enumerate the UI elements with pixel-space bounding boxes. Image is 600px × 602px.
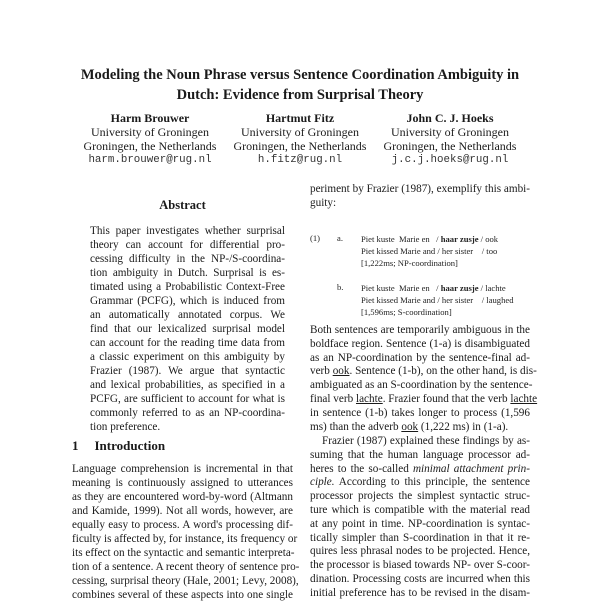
section-title: Introduction xyxy=(94,438,166,453)
underlined-word: ook xyxy=(401,420,419,433)
text-line: theory can account for differential pro- xyxy=(90,239,285,251)
text-line: its effect on the syntactic and semantic interpreta- xyxy=(72,547,295,559)
author-name: John C. J. Hoeks xyxy=(406,111,494,125)
text-line: ture which is compatible with the material read xyxy=(310,503,530,516)
abstract-body xyxy=(90,224,285,434)
text-line: guity: xyxy=(310,197,337,209)
text-line: ambiguated as an S-coordination by the sentence- xyxy=(310,379,533,392)
abstract-heading: Abstract xyxy=(159,198,206,212)
text-line: timated using a Probabilistic Context-Free xyxy=(90,281,285,293)
author-block xyxy=(70,111,230,167)
text-line: can account for the reading time data from xyxy=(90,337,285,349)
text-line: ciple. According to this principle, the sentence xyxy=(310,476,530,489)
title-line: Modeling the Noun Phrase versus Sentence Coordination Ambiguity in xyxy=(80,67,520,83)
author-location: Groningen, the Netherlands xyxy=(383,139,517,153)
text-line: commonly referred to as an NP-coordina- xyxy=(90,407,285,419)
underlined-word: ook xyxy=(332,365,350,378)
text-line: ms) than the adverb ook (1,222 ms) in (1-a). xyxy=(310,420,509,433)
text-line: Piet kissed Marie and / her sister / too xyxy=(361,246,498,256)
paper-title xyxy=(40,65,560,105)
text-line: initial preference has to be revised in the disam- xyxy=(310,586,530,599)
title-line: Dutch: Evidence from Surprisal Theory xyxy=(176,87,424,103)
text-line: suming that the human language processor ad- xyxy=(310,448,530,461)
text-line: and Kamide, 1999). Not all words, however, are xyxy=(72,505,293,517)
text-line: at any point in time. NP-coordination is syntac- xyxy=(310,517,530,530)
author-email: harm.brouwer@rug.nl xyxy=(88,154,212,166)
text-line: equally easy to process. A word's processing dif- xyxy=(72,519,293,531)
text-line: an automatically annotated corpus. We xyxy=(90,309,285,321)
text-line: This paper investigates whether surprisal xyxy=(90,225,285,237)
text-line: Frazier (1987). We argue that syntactic xyxy=(90,365,285,377)
author-location: Groningen, the Netherlands xyxy=(233,139,367,153)
text-line: Language comprehension is incremental in that xyxy=(72,463,293,475)
author-block xyxy=(370,111,530,167)
text-line: combines several of these aspects into one single xyxy=(72,589,293,601)
bold-text: haar zusje xyxy=(440,283,479,293)
text-line: cessing difficulty in the NP-/S-coordina- xyxy=(90,253,285,265)
paragraph-2 xyxy=(310,435,530,601)
text-line: Piet kissed Marie and / her sister / laughed xyxy=(361,295,514,305)
text-line: dination. Processing costs are incurred when this xyxy=(310,572,530,585)
text-line: and lexical probabilities, as specified in a xyxy=(90,379,285,391)
underlined-word: lachte xyxy=(355,392,383,405)
example-text xyxy=(361,282,514,318)
text-line: as they are encountered word-by-word (Altmann xyxy=(72,491,293,503)
text-line: [1,222ms; NP-coordination] xyxy=(361,258,458,268)
author-email: j.c.j.hoeks@rug.nl xyxy=(391,154,509,166)
text-line: verb ook. Sentence (1-b), on the other hand, is dis- xyxy=(310,365,537,378)
example-label: b. xyxy=(337,282,344,292)
author-name: Harm Brouwer xyxy=(110,111,190,125)
text-line: periment by Frazier (1987), exemplify this ambi- xyxy=(310,183,530,195)
text-line: boldface region. Sentence (1-a) is disambiguated xyxy=(310,337,530,350)
introduction-body xyxy=(72,462,300,602)
text-line: Piet kuste Marie en / haar zusje / ook xyxy=(361,234,499,244)
section-heading xyxy=(72,439,165,453)
author-location: Groningen, the Netherlands xyxy=(83,139,217,153)
example-label: a. xyxy=(337,233,343,243)
italic-text: minimal attachment prin- xyxy=(412,462,530,475)
text-line: heres to the so-called minimal attachment prin- xyxy=(310,462,530,475)
author-affiliation: University of Groningen xyxy=(391,125,509,139)
section-number: 1 xyxy=(72,438,79,453)
text-line: [1,596ms; S-coordination] xyxy=(361,307,452,317)
text-line: ficulty is affected by, for instance, its frequency or xyxy=(72,533,298,545)
text-line: Grammar (PCFG), which is induced from xyxy=(90,295,285,307)
text-line: as an NP-coordination by the sentence-final ad- xyxy=(310,351,530,364)
text-line: meaning is continuously assigned to utterances xyxy=(72,477,293,489)
text-line: find that our lexicalized surprisal model xyxy=(90,323,285,335)
text-line: tion ambiguity in Dutch. Surprisal is es- xyxy=(90,267,285,279)
author-name: Hartmut Fitz xyxy=(265,111,335,125)
text-line: processor projects the simplest syntactic struc- xyxy=(310,490,530,503)
example-number: (1) xyxy=(310,233,321,243)
bold-text: haar zusje xyxy=(440,234,479,244)
author-block xyxy=(220,111,380,167)
text-line: quires less phrasal nodes to be projected. Hence, xyxy=(310,545,530,558)
text-line: tion of a sentence. A recent theory of sentence pro- xyxy=(72,561,300,573)
paragraph-1 xyxy=(310,324,538,434)
text-line: final verb lachte. Frazier found that the verb lachte xyxy=(310,392,538,405)
text-line: cessing, surprisal theory (Hale, 2001; Levy, 2008), xyxy=(72,575,299,587)
author-affiliation: University of Groningen xyxy=(91,125,209,139)
text-line: PCFG, are sufficient to account for what is xyxy=(90,393,285,405)
text-line: a classic experiment on this ambiguity by xyxy=(90,351,285,363)
underlined-word: lachte xyxy=(510,392,538,405)
author-affiliation: University of Groningen xyxy=(241,125,359,139)
italic-text: ciple. xyxy=(310,476,335,489)
right-top-text xyxy=(310,182,530,210)
example-text xyxy=(361,233,498,269)
text-line: Both sentences are temporarily ambiguous in the xyxy=(310,324,530,336)
text-line: tically simpler than S-coordination in that it re- xyxy=(310,531,530,544)
text-line: Piet kuste Marie en / haar zusje / lachte xyxy=(361,283,506,293)
text-line: in sentence (1-b) takes longer to process (1,596 xyxy=(310,406,530,419)
text-line: tion preference. xyxy=(90,421,161,433)
author-email: h.fitz@rug.nl xyxy=(257,154,343,166)
text-line: Frazier (1987) explained these findings by as- xyxy=(322,435,530,447)
text-line: the processor is biased towards NP- over S-coor- xyxy=(310,559,530,572)
